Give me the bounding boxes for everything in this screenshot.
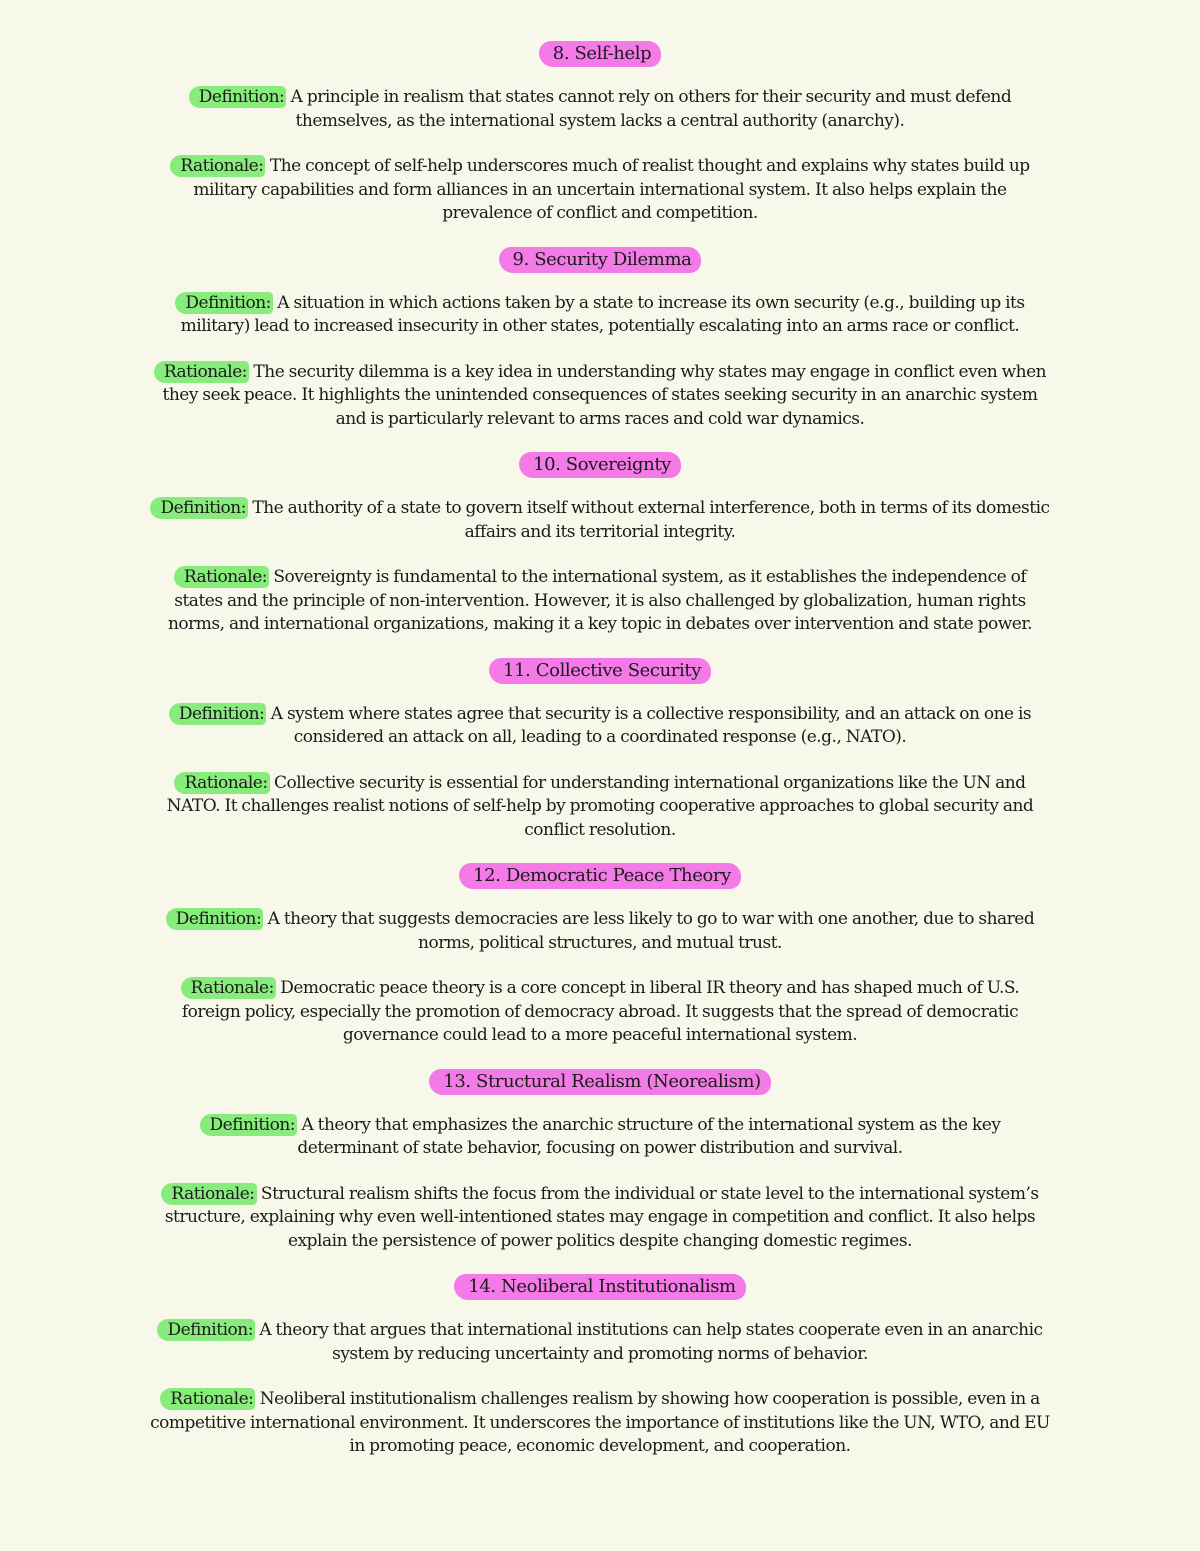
definition-text: A theory that argues that international institutions can help states cooperate even in an anarchic system by reducing uncertainty and promoting norms of behavior. bbox=[259, 1320, 1043, 1364]
rationale-label: Rationale: bbox=[160, 1388, 255, 1410]
definition-text: A system where states agree that security is a collective responsibility, and an attack on one is considered an attack on all, leading to a coordinated response (e.g., NATO). bbox=[270, 703, 1032, 747]
definition-text: A principle in realism that states cannot rely on others for their security and must defend themselves, as the international system lacks a central authority (anarchy). bbox=[290, 87, 1012, 131]
rationale-text: Democratic peace theory is a core concept in liberal IR theory and has shaped much of U.S. foreign policy, especially the promotion of democracy abroad. It suggests that the spread of democratic governance could lead to a more peaceful international system. bbox=[181, 978, 1020, 1045]
rationale-text: Neoliberal institutionalism challenges realism by showing how cooperation is possible, even in a competitive international environment. It underscores the importance of institutions like the UN, WTO, and EU in promoting peace, economic development, and cooperation. bbox=[150, 1389, 1050, 1456]
rationale-paragraph bbox=[150, 772, 1050, 843]
concept-section bbox=[150, 40, 1050, 226]
definition-paragraph bbox=[150, 908, 1050, 955]
definition-label: Definition: bbox=[200, 1114, 298, 1136]
definition-paragraph bbox=[150, 703, 1050, 750]
definition-paragraph bbox=[150, 1114, 1050, 1161]
concept-section bbox=[150, 246, 1050, 432]
section-heading: 14. Neoliberal Institutionalism bbox=[454, 1274, 745, 1300]
definition-label: Definition: bbox=[189, 86, 287, 108]
rationale-label: Rationale: bbox=[174, 566, 269, 588]
rationale-paragraph bbox=[150, 566, 1050, 637]
section-heading-row bbox=[150, 451, 1050, 479]
definition-paragraph bbox=[150, 292, 1050, 339]
rationale-label: Rationale: bbox=[154, 361, 249, 383]
concept-section bbox=[150, 1273, 1050, 1459]
section-heading: 9. Security Dilemma bbox=[499, 247, 702, 273]
rationale-text: Structural realism shifts the focus from the individual or state level to the international system’s structure, explaining why even well-intentioned states may engage in competition and conflict. It also helps explain the persistence of power politics despite changing domestic regimes. bbox=[164, 1183, 1039, 1251]
definition-text: A theory that emphasizes the anarchic structure of the international system as the key determinant of state behavior, focusing on power distribution and survival. bbox=[297, 1114, 1001, 1158]
section-heading-row bbox=[150, 1068, 1050, 1096]
rationale-paragraph bbox=[150, 977, 1050, 1048]
definition-paragraph bbox=[150, 497, 1050, 544]
rationale-text: The concept of self-help underscores much of realist thought and explains why states build up military capabilities and form alliances in an uncertain international system. It also helps explain the prevalence of conflict and competition. bbox=[193, 156, 1030, 223]
rationale-paragraph bbox=[150, 1388, 1050, 1459]
definition-label: Definition: bbox=[175, 292, 273, 314]
rationale-label: Rationale: bbox=[174, 772, 269, 794]
rationale-text: The security dilemma is a key idea in understanding why states may engage in conflict even when they seek peace. It highlights the unintended consequences of states seeking security in an anarchic system and is particularly relevant to arms races and cold war dynamics. bbox=[162, 361, 1047, 429]
concept-section bbox=[150, 862, 1050, 1048]
definition-label: Definition: bbox=[157, 1319, 255, 1341]
section-heading-row bbox=[150, 657, 1050, 685]
section-heading-row bbox=[150, 40, 1050, 68]
concept-section bbox=[150, 1068, 1050, 1254]
section-heading: 12. Democratic Peace Theory bbox=[459, 863, 741, 889]
definition-text: The authority of a state to govern itself without external interference, both in terms of its domestic affairs and its territorial integrity. bbox=[252, 498, 1050, 542]
definition-label: Definition: bbox=[169, 703, 267, 725]
rationale-label: Rationale: bbox=[181, 977, 276, 999]
definition-text: A situation in which actions taken by a state to increase its own security (e.g., building up its military) lead to increased insecurity in other states, potentially escalating into an arms race or conflict. bbox=[180, 292, 1025, 336]
definition-paragraph bbox=[150, 86, 1050, 133]
section-heading: 11. Collective Security bbox=[489, 658, 711, 684]
concept-section bbox=[150, 657, 1050, 843]
section-heading-row bbox=[150, 1273, 1050, 1301]
concept-section bbox=[150, 451, 1050, 637]
rationale-paragraph bbox=[150, 361, 1050, 432]
section-heading: 8. Self-help bbox=[539, 41, 661, 67]
definition-text: A theory that suggests democracies are less likely to go to war with one another, due to shared norms, political structures, and mutual trust. bbox=[267, 909, 1035, 953]
section-heading: 13. Structural Realism (Neorealism) bbox=[429, 1069, 770, 1095]
rationale-text: Sovereignty is fundamental to the international system, as it establishes the independence of states and the principle of non-intervention. However, it is also challenged by globalization, human rights norms, and international organizations, making it a key topic in debates over intervention and state power. bbox=[167, 567, 1033, 634]
section-heading-row bbox=[150, 862, 1050, 890]
section-heading-row bbox=[150, 246, 1050, 274]
rationale-label: Rationale: bbox=[170, 155, 265, 177]
rationale-text: Collective security is essential for understanding international organizations like the UN and NATO. It challenges realist notions of self-help by promoting cooperative approaches to global security and conflict resolution. bbox=[166, 772, 1034, 840]
section-heading: 10. Sovereignty bbox=[519, 452, 681, 478]
definition-label: Definition: bbox=[150, 497, 248, 519]
rationale-paragraph bbox=[150, 155, 1050, 226]
rationale-paragraph bbox=[150, 1183, 1050, 1254]
rationale-label: Rationale: bbox=[161, 1183, 256, 1205]
definition-paragraph bbox=[150, 1319, 1050, 1366]
definition-label: Definition: bbox=[166, 908, 264, 930]
